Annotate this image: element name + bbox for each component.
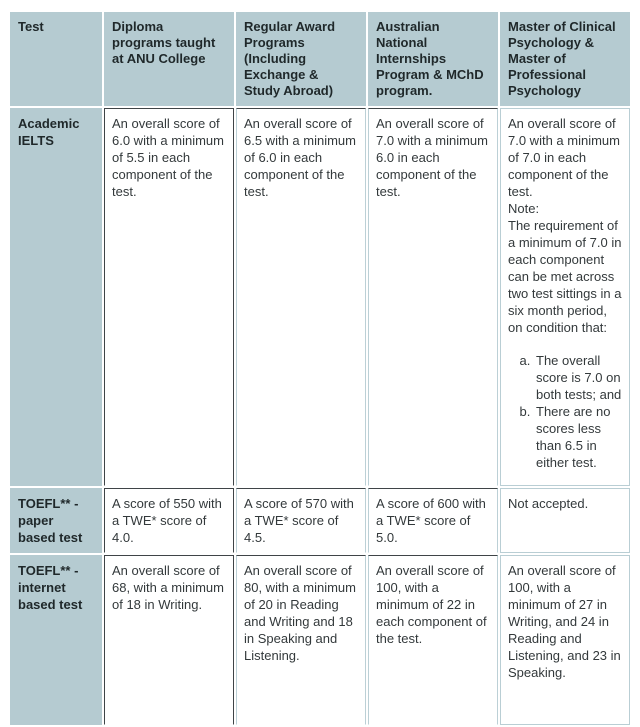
condition-item-b: b. There are no scores less than 6.5 in either test. — [534, 403, 622, 471]
row-header-toefl-paper: TOEFL** - paper based test — [10, 488, 102, 553]
col-header-psychology-masters: Master of Clinical Psychology & Master of Professional Psychology — [500, 12, 630, 106]
psychology-intro: An overall score of 7.0 with a minimum of 7.0 in each component of the test. — [508, 116, 620, 199]
condition-item-a: a. The overall score is 7.0 on both tests; and — [534, 352, 622, 403]
col-header-regular-award-programs: Regular Award Programs (Including Exchange & Study Abroad) — [236, 12, 366, 106]
row-header-toefl-internet: TOEFL** - internet based test — [10, 555, 102, 725]
col-header-test: Test — [10, 12, 102, 106]
cell-internet-psychology: An overall score of 100, with a minimum of 27 in Writing, and 24 in Reading and Listening, and 23 in Speaking. — [500, 555, 630, 725]
cell-internet-anip: An overall score of 100, with a minimum of 22 in each component of the test. — [368, 555, 498, 725]
cell-ielts-regular: An overall score of 6.5 with a minimum of 6.0 in each component of the test. — [236, 108, 366, 486]
cell-paper-psychology: Not accepted. — [500, 488, 630, 553]
col-header-anip-mchd: Australian National Internships Program & MChD program. — [368, 12, 498, 106]
row-header-academic-ielts: Academic IELTS — [10, 108, 102, 486]
col-header-diploma-programs: Diploma programs taught at ANU College — [104, 12, 234, 106]
cell-internet-regular: An overall score of 80, with a minimum of 20 in Reading and Writing and 18 in Speaking and Listening. — [236, 555, 366, 725]
cell-ielts-psychology — [500, 108, 630, 486]
psychology-note-body: The requirement of a minimum of 7.0 in each component can be met across two test sittings in a six month period, on condition that: — [508, 218, 622, 335]
cell-ielts-anip: An overall score of 7.0 with a minimum 6.0 in each component of the test. — [368, 108, 498, 486]
header-row — [10, 12, 630, 106]
table-row-toefl-paper — [10, 488, 630, 553]
conditions-list — [508, 352, 622, 471]
cell-paper-anip: A score of 600 with a TWE* score of 5.0. — [368, 488, 498, 553]
cell-ielts-diploma: An overall score of 6.0 with a minimum of 5.5 in each component of the test. — [104, 108, 234, 486]
cell-paper-regular: A score of 570 with a TWE* score of 4.5. — [236, 488, 366, 553]
cell-paper-diploma: A score of 550 with a TWE* score of 4.0. — [104, 488, 234, 553]
english-requirements-table — [8, 10, 632, 727]
psychology-note-label: Note: — [508, 201, 540, 216]
cell-internet-diploma: An overall score of 68, with a minimum of 18 in Writing. — [104, 555, 234, 725]
table-row-toefl-internet — [10, 555, 630, 725]
table-row-academic-ielts — [10, 108, 630, 486]
psychology-requirement-text — [508, 115, 622, 336]
